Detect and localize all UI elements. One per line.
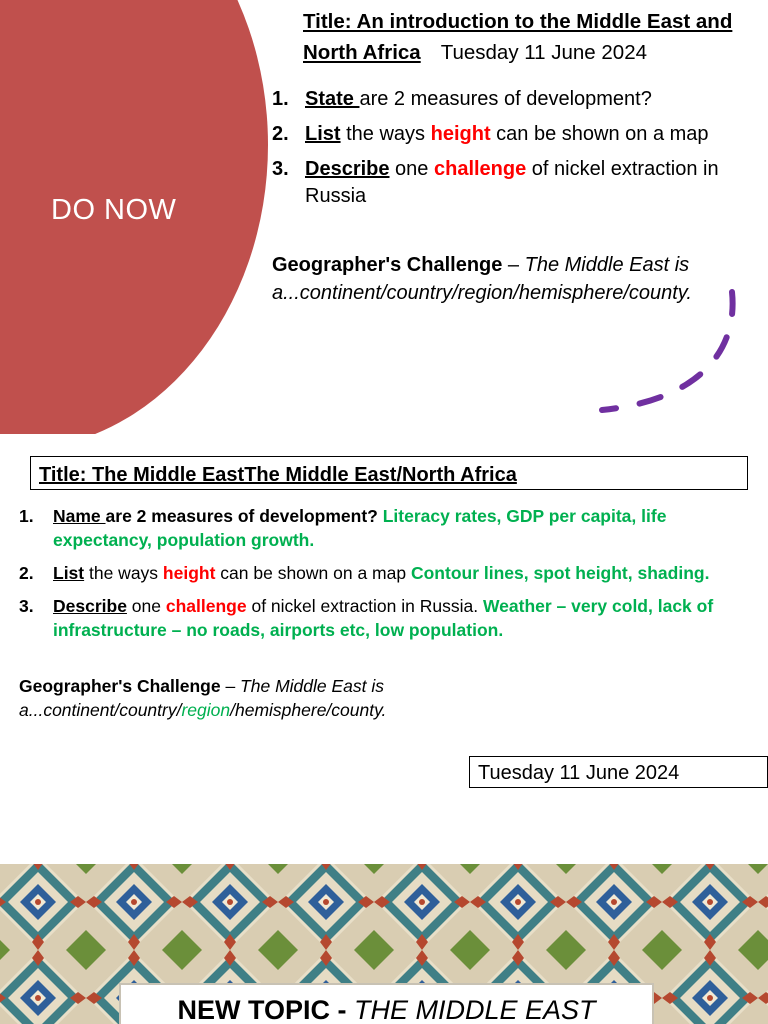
question-text: are 2 measures of development? (105, 506, 383, 526)
slide1-date: Tuesday 11 June 2024 (440, 41, 647, 64)
question-text: one (126, 596, 166, 616)
challenge-text: /hemisphere/county. (230, 700, 387, 720)
slide1-title-text: Title: An introduction to the Middle East and North Africa (303, 10, 733, 64)
question-text: can be shown on a map (490, 123, 709, 145)
question-item (272, 121, 742, 148)
answers-slide (0, 434, 768, 838)
slide2-title: Title: The Middle EastThe Middle East/North Africa (39, 464, 517, 486)
question-text: are 2 measures of development? (359, 88, 652, 110)
command-word: Name (53, 506, 106, 526)
challenge-text: The Middle East is a...continent/country/region/hemisphere/county. (272, 254, 692, 304)
challenge-label: Geographer's Challenge (19, 676, 221, 696)
question-number: 3. (272, 158, 289, 180)
keyword: height (162, 563, 216, 583)
answer-text: Contour lines, spot height, shading. (410, 563, 710, 583)
question-item (19, 594, 739, 642)
question-number: 2. (19, 563, 34, 583)
answer-questions (19, 504, 739, 651)
question-item (272, 86, 742, 113)
new-topic-slide (0, 864, 768, 1024)
answer-text: Literacy rates, GDP per capita, life expectancy, population growth. (53, 506, 667, 550)
answer-text: Weather – very cold, lack of infrastructure – no roads, airports etc, low population. (53, 596, 714, 640)
question-item (19, 504, 739, 552)
question-number: 2. (272, 123, 289, 145)
challenge-text: The Middle East is a...continent/country/ (19, 676, 384, 720)
question-number: 1. (19, 506, 34, 526)
command-word: Describe (53, 596, 127, 616)
question-number: 1. (272, 88, 289, 110)
banner-topic: THE MIDDLE EAST (353, 995, 596, 1024)
geographers-challenge-answer (19, 674, 739, 722)
keyword: challenge (433, 158, 527, 180)
command-word: List (53, 563, 85, 583)
do-now-slide (0, 0, 768, 434)
command-word: Describe (305, 158, 390, 180)
question-item (19, 561, 739, 585)
question-text: of nickel extraction in Russia (305, 158, 719, 207)
keyword: height (430, 123, 491, 145)
question-text: the ways (340, 123, 431, 145)
slide2-date-box: Tuesday 11 June 2024 (469, 756, 768, 788)
challenge-label: Geographer's Challenge (272, 254, 503, 276)
question-text: of nickel extraction in Russia. (246, 596, 483, 616)
command-word: State (305, 88, 360, 110)
challenge-dash: – (502, 254, 525, 276)
command-word: List (305, 123, 341, 145)
new-topic-banner (119, 983, 654, 1024)
question-text: can be shown on a map (215, 563, 411, 583)
challenge-dash: – (220, 676, 241, 696)
question-text: one (389, 158, 434, 180)
challenge-answer: region (181, 700, 231, 720)
do-now-label: DO NOW (51, 194, 177, 226)
question-item (272, 156, 742, 210)
question-number: 3. (19, 596, 34, 616)
dashed-arc-decoration (560, 270, 740, 430)
question-text: the ways (84, 563, 163, 583)
slide1-title (303, 6, 758, 68)
keyword: challenge (165, 596, 247, 616)
banner-label: NEW TOPIC - (177, 995, 354, 1024)
slide2-title-box (30, 456, 748, 490)
do-now-questions (272, 86, 742, 218)
